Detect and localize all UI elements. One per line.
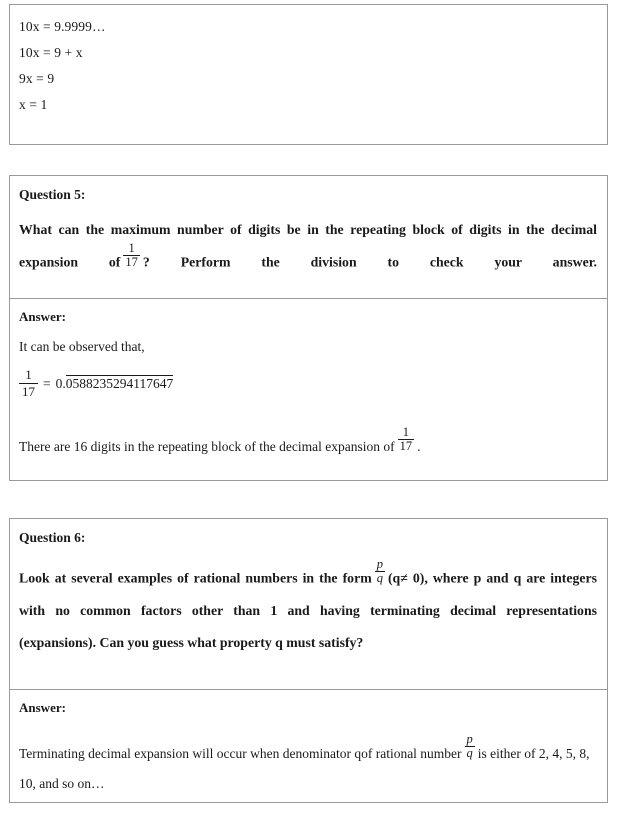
equation-line: 9x = 9: [19, 71, 55, 86]
answer6-text: [19, 731, 597, 799]
section-gap: [9, 481, 608, 518]
answer5-conclusion: [19, 424, 597, 460]
section-gap: [9, 145, 608, 175]
fraction-numerator: p: [466, 731, 473, 746]
fraction-numerator: p: [376, 556, 383, 571]
equals-sign: =: [43, 375, 51, 391]
fraction-one-seventeenth: [398, 426, 415, 453]
question6-text-part2: (q≠ 0), where p and q are integers with no common factors other than 1 and having terminating decimal representations (expansions). Can you guess what property q must satisfy?: [19, 570, 598, 650]
fraction-numerator: 1: [398, 426, 415, 440]
question6-text: [19, 556, 598, 659]
fraction-p-over-q: [465, 733, 475, 760]
question5-text: [19, 214, 597, 311]
question5-text-part1: What can the maximum number of digits be in the repeating block of digits in the decimal expansion of: [19, 222, 597, 270]
answer5-box: [9, 299, 608, 481]
question6-text-part1: Look at several examples of rational numbers in the form: [19, 570, 372, 586]
fraction-p-over-q: [375, 558, 385, 585]
question6-box: [9, 518, 608, 690]
fraction-denominator: q: [466, 746, 473, 761]
fraction-one-seventeenth: [123, 242, 140, 269]
answer5-conclusion-part2: .: [417, 438, 421, 454]
equation-line: x = 1: [19, 97, 48, 112]
question5-box: [9, 175, 608, 299]
equation-line: 10x = 9 + x: [19, 45, 83, 60]
fraction-denominator: 17: [22, 384, 35, 400]
decimal-prefix: 0.: [55, 375, 66, 391]
repeating-digits-overline: 0588235294117647: [65, 375, 174, 391]
equation-line: 10x = 9.9999…: [19, 19, 106, 34]
spacer: [19, 404, 597, 430]
answer5-equation: [19, 368, 597, 400]
fraction-denominator: 17: [125, 255, 138, 269]
question6-label: Question 6:: [19, 530, 86, 545]
fraction-denominator: q: [376, 571, 383, 585]
answer6-text-part2: is either of 2, 4, 5, 8, 10, and so on…: [19, 745, 590, 791]
question5-text-part2: ? Perform the division to check your answer.: [142, 254, 598, 270]
fraction-one-seventeenth: [19, 368, 38, 400]
fraction-numerator: 1: [123, 242, 140, 256]
equations-box: [9, 4, 608, 145]
answer5-intro: It can be observed that,: [19, 339, 145, 354]
question5-label: Question 5:: [19, 187, 86, 202]
answer6-text-part1: Terminating decimal expansion will occur when denominator qof rational number: [19, 745, 462, 761]
answer6-label: Answer:: [19, 700, 66, 715]
answer6-box: [9, 690, 608, 803]
fraction-numerator: 1: [19, 368, 38, 384]
decimal-value: [56, 375, 174, 393]
answer5-label: Answer:: [19, 309, 66, 324]
answer5-conclusion-part1: There are 16 digits in the repeating block of the decimal expansion of: [19, 438, 395, 454]
fraction-denominator: 17: [399, 438, 413, 453]
